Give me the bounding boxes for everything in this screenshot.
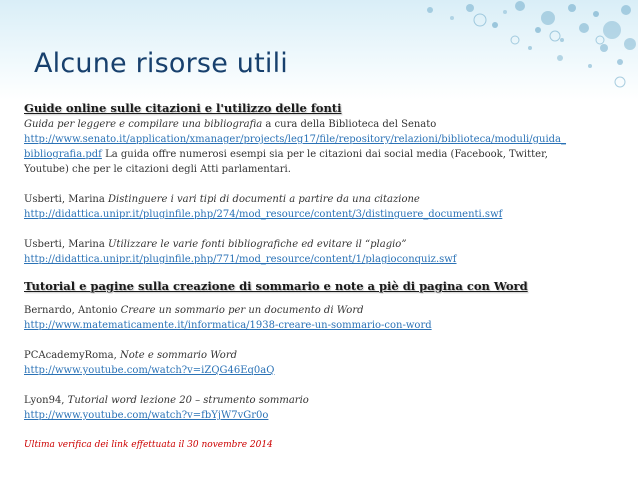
resource-item: [24, 303, 624, 333]
resource-citation: [24, 303, 624, 318]
resource-link[interactable]: http://www.youtube.com/watch?v=iZQG46Eq0aQ: [24, 365, 275, 376]
resource-citation: [24, 237, 624, 252]
resource-item: [24, 237, 624, 267]
resource-title: Creare un sommario per un documento di Word: [120, 305, 364, 316]
page-title: Alcune risorse utili: [34, 48, 288, 79]
resource-author: Bernardo, Antonio: [24, 305, 121, 316]
resource-description: [24, 147, 624, 162]
resource-title: Guida per leggere e compilare una bibliografia: [24, 119, 263, 130]
resource-url-line: [24, 207, 624, 222]
resource-link[interactable]: http://www.senato.it/application/xmanager/projects/leg17/file/repository/relazioni/biblioteca/moduli/guida_: [24, 134, 567, 145]
resource-author: PCAcademyRoma,: [24, 350, 120, 361]
resource-link[interactable]: bibliografia.pdf: [24, 149, 102, 160]
resource-url-line: [24, 318, 624, 333]
resource-link[interactable]: http://www.matematicamente.it/informatica/1938-creare-un-sommario-con-word: [24, 320, 432, 331]
resource-title: Utilizzare le varie fonti bibliografiche ed evitare il “plagio”: [108, 239, 407, 250]
resource-title: Distinguere i vari tipi di documenti a partire da una citazione: [108, 194, 420, 205]
resource-author: Lyon94,: [24, 395, 68, 406]
section-heading-tutorials: Tutorial e pagine sulla creazione di sommario e note a piè di pagina con Word: [24, 279, 528, 293]
resource-title: Tutorial word lezione 20 – strumento sommario: [67, 395, 309, 406]
resource-url-line: [24, 408, 624, 423]
resource-link[interactable]: http://didattica.unipr.it/pluginfile.php/274/mod_resource/content/3/distinguere_documenti.swf: [24, 209, 503, 220]
resource-item: [24, 348, 624, 378]
resource-item: [24, 393, 624, 423]
resource-url-line: [24, 132, 624, 147]
resource-citation: [24, 348, 624, 363]
resource-desc-text: La guida offre numerosi esempi sia per le citazioni dai social media (Facebook, Twitter,: [101, 149, 548, 160]
resource-author: a cura della Biblioteca del Senato: [262, 119, 437, 130]
resource-author: Usberti, Marina: [24, 194, 108, 205]
resource-item: [24, 117, 624, 177]
resource-item: [24, 192, 624, 222]
resource-link[interactable]: http://www.youtube.com/watch?v=fbYjW7vGr0o: [24, 410, 269, 421]
resource-url-line: [24, 252, 624, 267]
resource-title: Note e sommario Word: [119, 350, 238, 361]
resource-citation: [24, 192, 624, 207]
main-content: [24, 100, 624, 453]
resource-citation: [24, 117, 624, 132]
resource-description-cont: Youtube) che per le citazioni degli Atti parlamentari.: [24, 164, 291, 175]
resource-url-line: [24, 363, 624, 378]
resource-citation: [24, 393, 624, 408]
resource-link[interactable]: http://didattica.unipr.it/pluginfile.php/771/mod_resource/content/1/plagioconquiz.swf: [24, 254, 457, 265]
verification-note: Ultima verifica dei link effettuata il 30 novembre 2014: [24, 440, 273, 450]
section-heading-guides: Guide online sulle citazioni e l'utilizzo delle fonti: [24, 101, 342, 115]
resource-author: Usberti, Marina: [24, 239, 108, 250]
